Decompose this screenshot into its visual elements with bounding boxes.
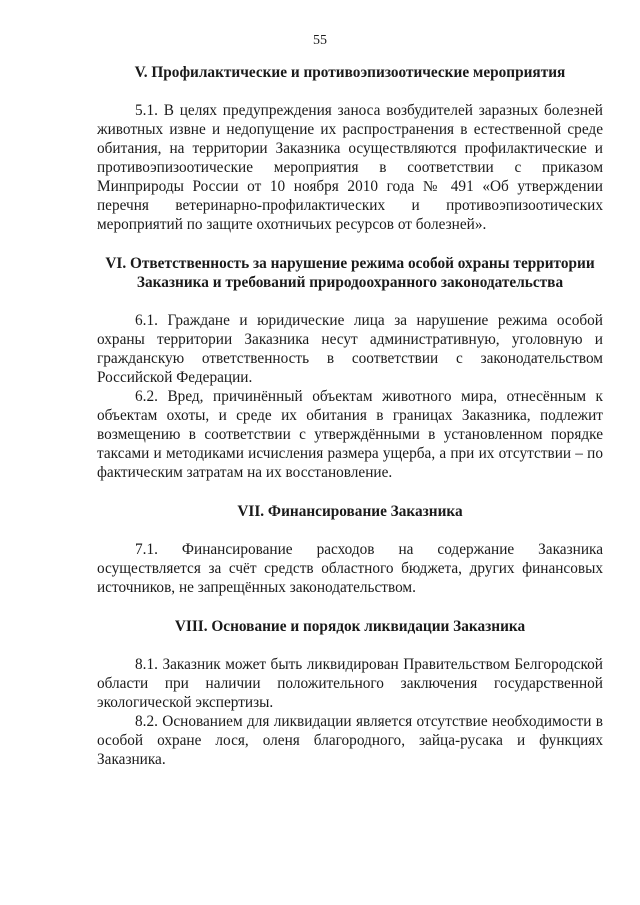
section-heading-vi-line1: VI. Ответственность за нарушение режима особой охраны территории	[105, 255, 595, 272]
paragraph-8-1: 8.1. Заказник может быть ликвидирован Правительством Белгородской области при наличии положительного заключения государственной экологической экспертизы.	[97, 656, 603, 711]
paragraph-5-1: 5.1. В целях предупреждения заноса возбудителей заразных болезней животных извне и недопущение их распространения в естественной среде обитания, на территории Заказника осуществляются профилактические и противоэпизоотические мероприятия в соответствии с приказом Минприроды России от 10 ноября 2010 года № 491 «Об утверждении перечня ветеринарно-профилактических и противоэпизоотических мероприятий по защите охотничьих ресурсов от болезней».	[97, 102, 603, 233]
paragraph-7-1: 7.1. Финансирование расходов на содержание Заказника осуществляется за счёт средств областного бюджета, других финансовых источников, не запрещённых законодательством.	[97, 541, 603, 596]
section-heading-vi	[97, 254, 603, 292]
section-heading-v: V. Профилактические и противоэпизоотические мероприятия	[134, 64, 566, 81]
page-number: 55	[313, 33, 327, 48]
section-heading-vi-line2: Заказника и требований природоохранного законодательства	[136, 274, 564, 291]
paragraph-6-1: 6.1. Граждане и юридические лица за нарушение режима особой охраны территории Заказника несут административную, уголовную и гражданскую ответственность в соответствии с законодательством Российской Федерации.	[97, 312, 603, 386]
paragraph-8-2: 8.2. Основанием для ликвидации является отсутствие необходимости в особой охране лося, оленя благородного, зайца-русака и функциях Заказника.	[97, 713, 603, 768]
section-heading-vii: VII. Финансирование Заказника	[237, 503, 463, 520]
section-heading-viii: VIII. Основание и порядок ликвидации Заказника	[174, 618, 526, 635]
document-body	[97, 63, 603, 769]
paragraph-6-2: 6.2. Вред, причинённый объектам животного мира, отнесённым к объектам охоты, и среде их обитания в границах Заказника, подлежит возмещению в соответствии с утверждёнными в установленном порядке таксами и методиками исчисления размера ущерба, а при их отсутствии – по фактическим затратам на их восстановление.	[97, 388, 603, 481]
